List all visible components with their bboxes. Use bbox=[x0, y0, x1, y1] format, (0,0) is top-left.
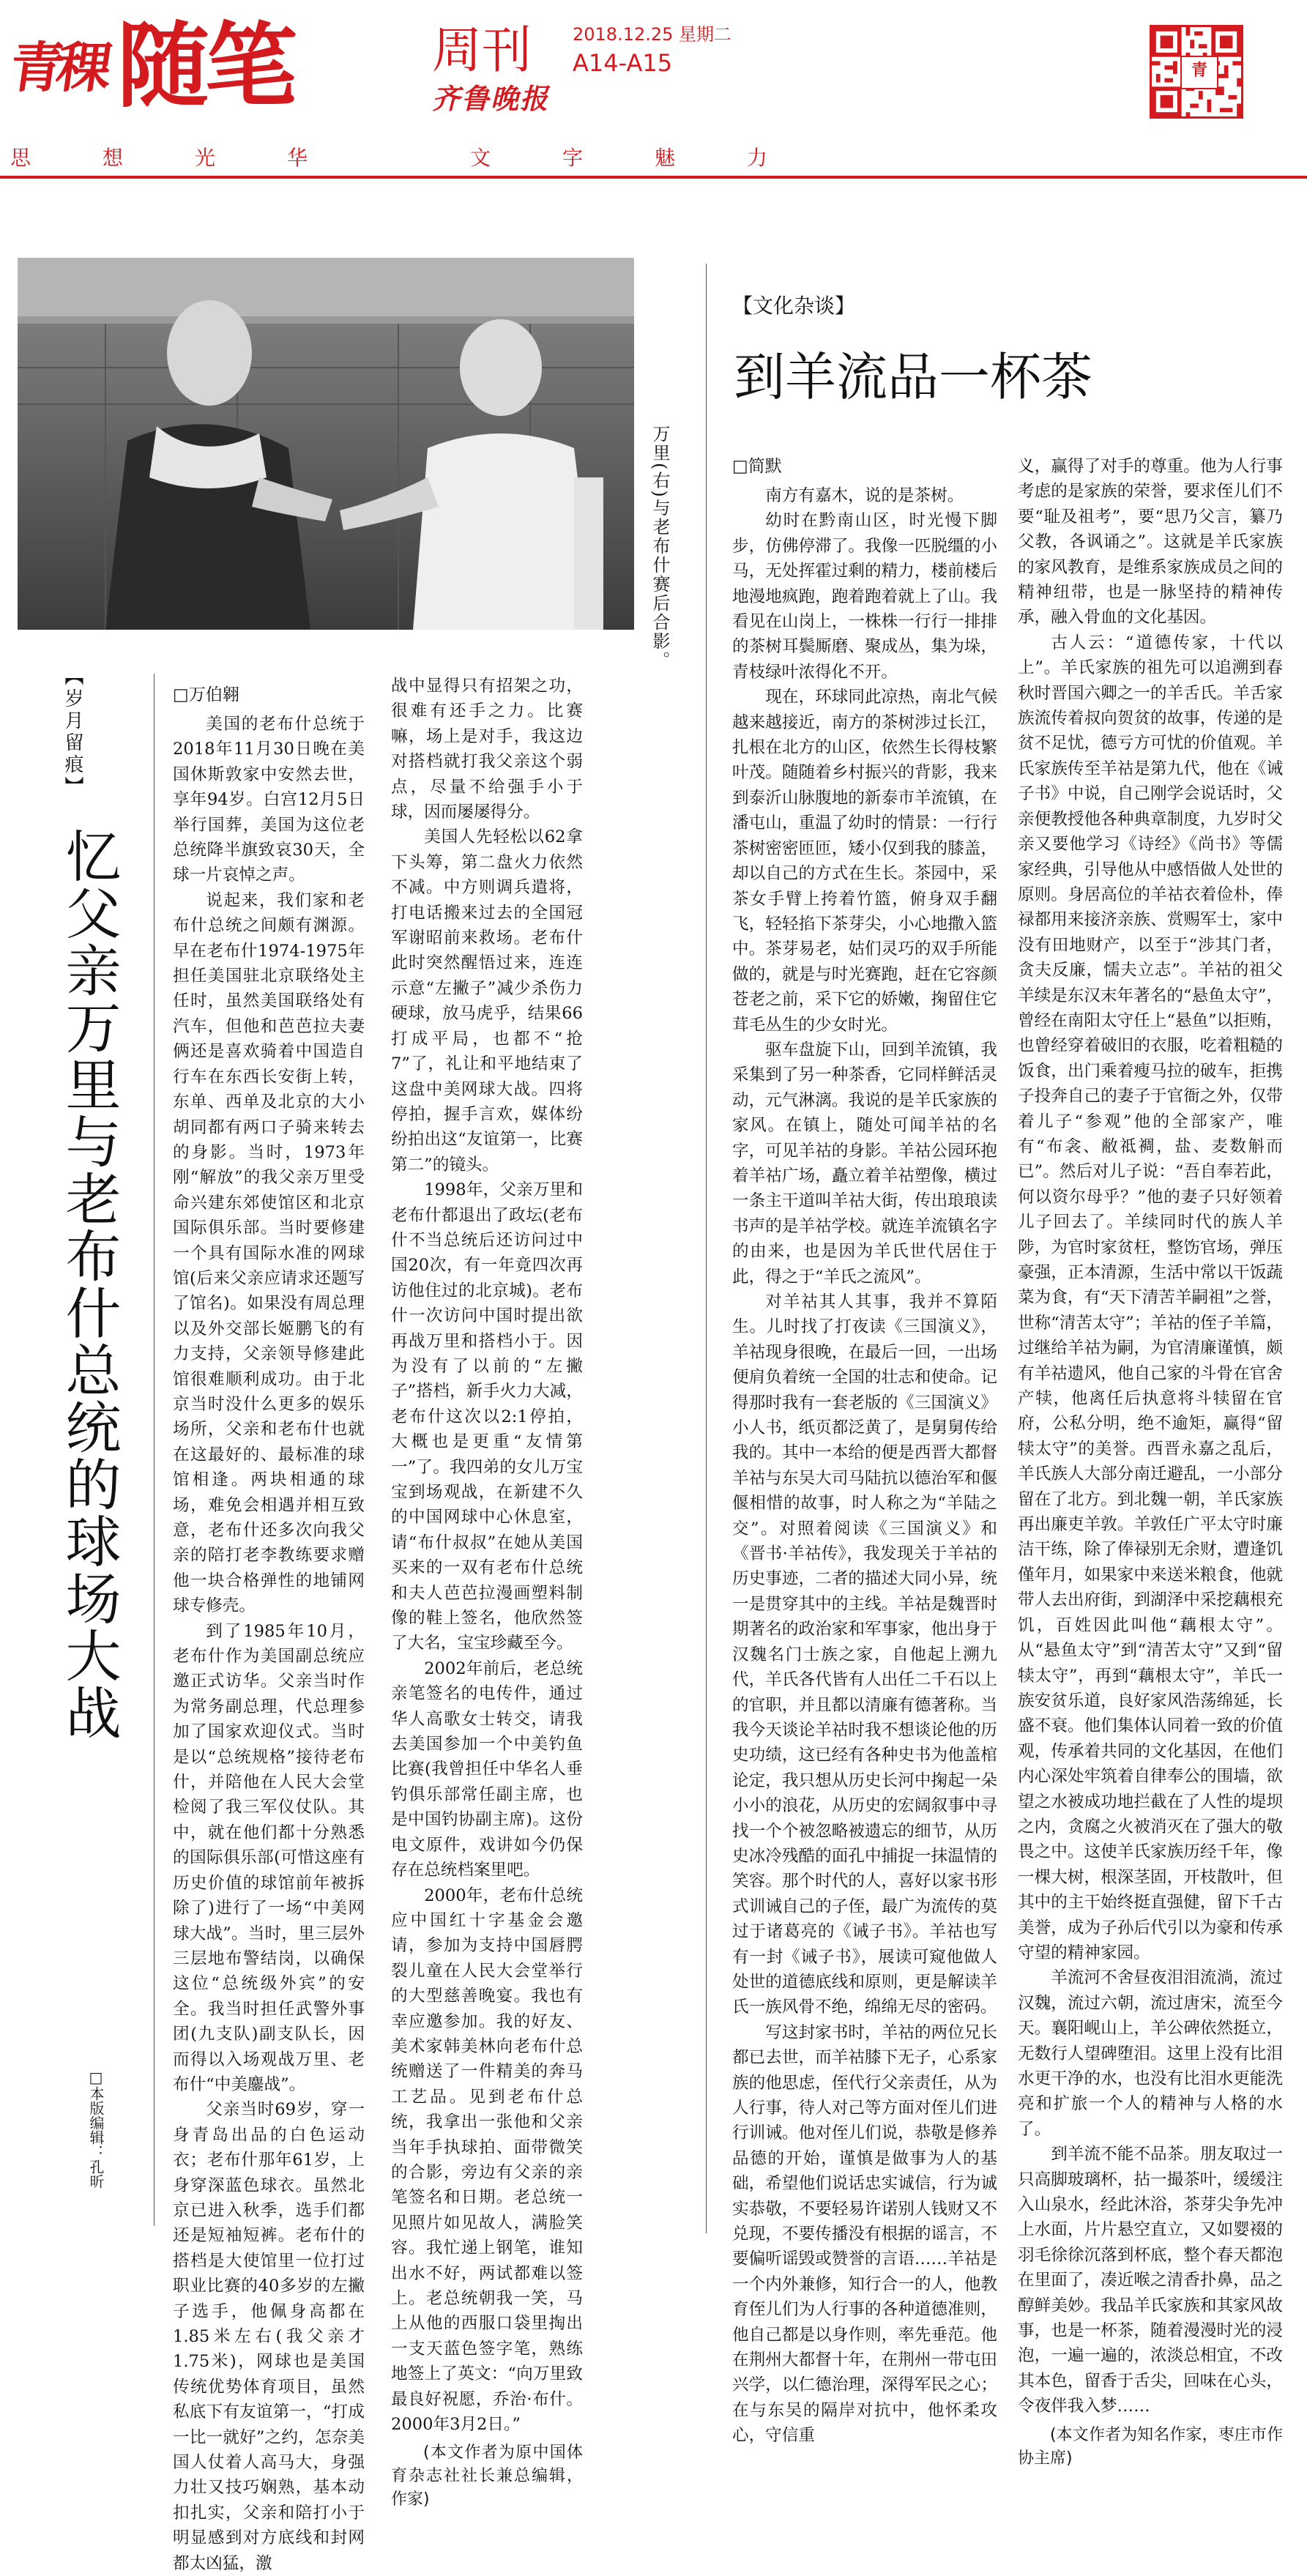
slogan-char: 字 bbox=[562, 146, 584, 170]
slogan-char: 光 bbox=[195, 146, 216, 170]
slogan-char: 魅 bbox=[655, 146, 676, 170]
slogan-char: 思 bbox=[10, 146, 31, 170]
article-headline: 到羊流品一杯茶 bbox=[734, 347, 1092, 407]
paragraph: 幼时在黔南山区，时光慢下脚步，仿佛停滞了。我像一匹脱缰的小马，无处挥霍过剩的精力，楼前楼后地漫地疯跑，跑着跑着就上了山。我看见在山岗上，一株株一行行一排排的茶树耳鬓厮磨、聚成丛，集为垛，青枝绿叶浓得化不开。 bbox=[732, 511, 997, 682]
paragraph: 驱车盘旋下山，回到羊流镇，我采集到了另一种茶香，它同样鲜活灵动，元气淋漓。我说的是羊氏家族的家风。在镇上，随处可闻羊祜的名字，可见羊祜的身影。羊祜公园环抱着羊祜广场，矗立着羊祜塑像，横过一条主干道叫羊祜大街，传出琅琅读书声的是羊祜学校。就连羊流镇名字的由来，也是因为羊氏世代居住于此，得之于“羊氏之流风”。 bbox=[732, 1040, 997, 1287]
byline: □简默 bbox=[732, 457, 782, 476]
slogan-char: 华 bbox=[287, 146, 308, 170]
paragraph: 古人云：“道德传家，十代以上”。羊氏家族的祖先可以追溯到春秋时晋国六卿之一的羊舌氏。羊舌家族流传着叔向贺贫的故事，传递的是贫不足忧，德亏方可忧的价值观。羊氏家族传至羊祜是第九代，他在《诫子书》中说，自己刚学会说话时，父亲便教授他各种典章制度，九岁时父亲又要他学习《诗经》《尚书》等儒家经典，引导他从中感悟做人处世的原则。身居高位的羊祜衣着俭朴，俸禄都用来接济亲族、赏赐军士，家中没有田地财产，以至于“涉其门者，贪夫反廉，懦夫立志”。羊祜的祖父羊续是东汉末年著名的“悬鱼太守”，曾经在南阳太守任上“悬鱼”以拒贿，也曾经穿着破旧的衣服，吃着粗糙的饭食，出门乘着瘦马拉的破车，拒携子投奔自己的妻子于官衙之外，仅带着儿子“参观”他的全部家产，唯有“布衾、敝祗裯，盐、麦数斛而已”。然后对儿子说：“吾自奉若此，何以资尔母乎？”他的妻子只好领着儿子回去了。羊续同时代的族人羊陟，为官时家贫枉，整饬官场，弹压豪强，正本清源，生活中常以干饭蔬菜为食，有“天下清苦羊嗣祖”之誉，世称“清苦太守”；羊祜的侄子羊篇，过继给羊祜为嗣，为官清廉谨慎，颇有羊祜遗风，他自己家的斗骨在官舍产犊，他离任后执意将斗犊留在官府，公私分明，绝不逾矩，赢得“留犊太守”的美誉。西晋永嘉之乱后，羊氏族人大部分南迁避乱，一小部分留在了北方。到北魏一朝，羊氏家族再出廉吏羊敦。羊敦任广平太守时廉洁干练，除了俸禄别无余财，遭逢饥僅年月，如果家中来送米粮食，他就带人去出府街，到湖泽中采挖藕根充饥，百姓因此叫他“藕根太守”。从“悬鱼太守”到“清苦太守”又到“留犊太守”，再到“藕根太守”，羊氏一族安贫乐道，良好家风浩荡绵延，长盛不衰。他们集体认同着一致的价值观，传承着共同的文化基因，在他们内心深处牢筑着自律奉公的围墙，欲望之水被成功地拦截在了人性的堤坝之内，贪腐之火被消灭在了强大的敬畏之中。这使羊氏家族历经千年，像一棵大树，根深茎固，开枝散叶，但其中的主干始终挺直强健，留下千古美誉，成为子孙后代引以为豪和传承守望的精神家园。 bbox=[1018, 633, 1284, 1962]
paragraph: 说起来，我们家和老布什总统之间颇有渊源。早在老布什1974-1975年担任美国驻北京联络处主任时，虽然美国联络处有汽车，但他和芭芭拉夫妻俩还是喜欢骑着中国造自行车在东西长安街上转，东单、西单及北京的大小胡同都有两口子骑来转去的身影。当时，1973年刚“解放”的我父亲万里受命兴建东郊使馆区和北京国际俱乐部。当时要修建一个具有国际水准的网球馆(后来父亲应请求还题写了馆名)。如果没有周总理以及外交部长姬鹏飞的有力支持，父亲领导修建此馆很难顺利成功。由于北京当时没什么更多的娱乐场所，父亲和老布什也就在这最好的、最标准的球馆相逢。两块相通的球场，难免会相遇并相互致意，老布什还多次向我父亲的陪打老李教练要求赠他一块合格弹性的地铺网球专修壳。 bbox=[173, 890, 365, 1616]
paragraph: 南方有嘉木，说的是茶树。 bbox=[765, 486, 964, 505]
paragraph: 2000年，老布什总统应中国红十字基金会邀请，参加为支持中国唇腭裂儿童在人民大会堂举行的大型慈善晚宴。我也有幸应邀参加。我的好友、美术家韩美林向老布什总统赠送了一件精美的奔马工艺品。见到老布什总统，我拿出一张他和父亲当年手执球拍、面带微笑的合影，旁边有父亲的亲笔签名和日期。老总统一见照片如见故人，满脸笑容。我忙递上钢笔，谁知出水不好，两试都难以签上。老总统朝我一笑，马上从他的西服口袋里掏出一支天蓝色签字笔，熟练地签上了英文：“向万里致最良好祝愿，乔治·布什。2000年3月2日。” bbox=[391, 1886, 583, 2435]
column-tag: 【文化杂谈】 bbox=[732, 294, 856, 318]
article-column bbox=[391, 674, 583, 2509]
page-divider bbox=[706, 264, 707, 2233]
paragraph: 到羊流不能不品茶。朋友取过一只高脚玻璃杯，拈一撮茶叶，缓缓注入山泉水，经此沐浴，茶芽尖争先冲上水面，片片悬空直立，又如婴裰的羽毛徐徐沉落到杯底，整个春天都泡在里面了，凑近喉之清香扑鼻，品之醇鲜美妙。我品羊氏家族和其家风故事，也是一杯茶，随着漫漫时光的浸泡，一遍一遍的，浓淡总相宜，不改其本色，留香于舌尖，回味在心头，令夜伴我入梦…… bbox=[1018, 2145, 1283, 2416]
article-column bbox=[732, 454, 997, 2446]
paragraph: 父亲当时69岁，穿一身青岛出品的白色运动衣；老布什那年61岁，上身穿深蓝色球衣。虽然北京已进入秋季，选手们都还是短袖短裤。老布什的搭档是大使馆里一位打过职业比赛的40多岁的左撇子选手，他佩身高都在1.85米左右(我父亲才1.75米)，网球也是美国传统优势体育项目，虽然私底下有友谊第一，“打成一比一就好”之约，怎奈美国人仗着人高马大，身强力壮又技巧娴熟，基本动扣扎实，父亲和陪打小于明显感到对方底线和封网都太凶猛，激 bbox=[173, 2100, 365, 2573]
paragraph: 1998年，父亲万里和老布什都退出了政坛(老布什不当总统后还访问过中国20次，有一年竟四次再访他住过的北京城)。老布什一次访问中国时提出欲再战万里和搭档小于。因为没有了以前的“左撇子”搭档，新手火力大减，老布什这次以2:1停拍，大概也是更重“友情第一”了。我四弟的女儿万宝宝到场观战，在新建不久的中国网球中心休息室，请“布什叔叔”在她从美国买来的一双有老布什总统和夫人芭芭拉漫画塑料制像的鞋上签名，他欣然签了大名，宝宝珍藏至今。 bbox=[391, 1180, 583, 1653]
article-column bbox=[173, 682, 365, 2573]
brand-seal-logo: 青稞 bbox=[5, 37, 109, 100]
weekly-label: 周刊 bbox=[432, 22, 532, 80]
author-note: (本文作者为原中国体育杂志社社长兼总编辑，作家) bbox=[391, 2443, 583, 2509]
paragraph: 战中显得只有招架之功，很难有还手之力。比赛嘛，场上是对手，我这边对搭档就打我父亲这个弱点，尽量不给强手小于球，因而屡屡得分。 bbox=[391, 677, 583, 822]
slogan-char: 想 bbox=[103, 146, 124, 170]
paragraph: 到了1985年10月，老布什作为美国副总统应邀正式访华。父亲当时作为常务副总理，代总理参加了国家欢迎仪式。当时是以“总统规格”接待老布什，并陪他在人民大会堂检阅了我三军仪仗队。其中，就在他们都十分熟悉的国际俱乐部(可惜这座有历史价值的球馆前年被拆除了)进行了一场“中美网球大战”。当时，里三层外三层地布警结岗，以确保这位“总统级外宾”的安全。我当时担任武警外事团(九支队)副支队长，因而得以入场观战万里、老布什“中美鏖战”。 bbox=[173, 1621, 365, 2094]
column-tag: 【岁月留痕】 bbox=[62, 666, 83, 798]
masthead-rule bbox=[0, 176, 1307, 179]
photo-caption: 万里(右)与老布什赛后合影。 bbox=[649, 425, 670, 670]
section-title: 随笔 bbox=[117, 12, 293, 120]
article-column bbox=[1018, 454, 1284, 2468]
slogan-row bbox=[10, 136, 772, 173]
paragraph: 2002年前后，老总统亲笔签名的电传件，通过华人高歌女士转交，请我去美国参加一个中美钓鱼比赛(我曾担任中华名人垂钓俱乐部常任副主席，也是中国钓协副主席)。这份电文原件，戏讲如今仍保存在总统档案里吧。 bbox=[391, 1659, 583, 1880]
slogan-char: 力 bbox=[747, 146, 768, 170]
paragraph: 美国人先轻松以62拿下头筹，第二盘火力依然不减。中方则调兵遣将，打电话搬来过去的全国冠军谢昭前来救场。老布什此时突然醒悟过来，连连示意“左撇子”减少杀伤力硬球，放马虎乎，结果66打成平局，也都不“抢7”了，礼让和平地结束了这盘中美网球大战。四将停拍，握手言欢，媒体纷纷拍出这“友谊第一，比赛第二”的镜头。 bbox=[391, 827, 583, 1175]
editor-credit: □本版编辑：孔昕 bbox=[87, 2069, 105, 2189]
paragraph: 现在，环球同此凉热，南北气候越来越接近，南方的茶树涉过长江，扎根在北方的山区，依然生长得枝繁叶茂。随随着乡村振兴的背影，我来到泰沂山脉腹地的新泰市羊流镇，在潘屯山，重温了幼时的情景：一行行茶树密密匝匝，矮小仅到我的膝盖，却以自己的方式在生长。茶园中，采茶女手臂上挎着竹篮，俯身双手翻飞，轻轻掐下茶芽尖，小心地撒入篮中。茶芽易老，姑们灵巧的双手所能做的，就是与时光赛跑，赶在它容颜苍老之前，采下它的娇嫩，掬留住它茸毛丛生的少女时光。 bbox=[732, 688, 997, 1035]
paragraph: 义，赢得了对手的尊重。他为人行事考虑的是家族的荣誉，要求侄儿们不要“耻及祖考”，要“思乃父言，纂乃父教，各讽诵之”。这就是羊氏家族的家风教育，是维系家族成员之间的精神纽带，也是一脉坚持的精神传承，融入骨血的文化基因。 bbox=[1018, 457, 1283, 628]
newspaper-name: 齐鲁晚报 bbox=[432, 82, 550, 115]
paragraph: 美国的老布什总统于2018年11月30日晚在美国休斯敦家中安然去世，享年94岁。白宫12月5日举行国葬，美国为这位老总统降半旗致哀30天，全球一片哀悼之声。 bbox=[173, 715, 365, 885]
byline: □万伯翱 bbox=[173, 685, 239, 704]
photo-tennis-handshake bbox=[18, 258, 634, 630]
paragraph: 写这封家书时，羊祜的两位兄长都已去世，而羊祜膝下无子，心系家族的他思虑，侄代行父亲责任，从为人行事，待人对己等方面对侄儿们进行训诫。他对侄儿们说，恭敬是修养品德的开始，谨慎是做事为人的基础，希望他们说话忠实诚信，行为诚实恭敬，不要轻易许诺别人钱财又不兑现，不要传播没有根据的谣言，不要偏听谣毁或赞誉的言语……羊祜是一个内外兼修，知行合一的人，他教育侄儿们为人行事的各种道德准则，他自己都是以身作则，率先垂范。他在荆州大都督十年，在荆州一带屯田兴学，以仁德治理，深得军民之心；在与东吴的隔岸对抗中，他怀柔攻心，守信重 bbox=[732, 2022, 997, 2446]
page-range: A14-A15 bbox=[573, 49, 673, 77]
qr-badge-logo: 青 bbox=[1180, 56, 1218, 89]
article-headline: 忆父亲万里与老布什总统的球场大战 bbox=[56, 827, 122, 1741]
author-note: (本文作者为知名作家，枣庄市作协主席) bbox=[1018, 2425, 1283, 2468]
slogan-char: 文 bbox=[470, 146, 491, 170]
issue-date: 2018.12.25 星期二 bbox=[573, 24, 732, 45]
paragraph: 对羊祜其人其事，我并不算陌生。儿时找了打夜读《三国演义》，羊祜现身很晚，在最后一回，一出场便肩负着统一全国的壮志和使命。记得那时我有一套老版的《三国演义》小人书，纸页都泛黄了，是舅舅传给我的。其中一本给的便是西晋大都督羊祜与东吴大司马陆抗以德治军和偃偃相惜的故事，时人称之为“羊陆之交”。对照着阅读《三国演义》和《晋书·羊祜传》，我发现关于羊祜的历史事迹，二者的描述大同小异，统一是贯穿其中的主线。羊祜是魏晋时期著名的政治家和军事家，他出身于汉魏名门士族之家，自他起上溯九代，羊氏各代皆有人出任二千石以上的官职，并且都以清廉有德著称。当我今天谈论羊祜时我不想谈论他的历史功绩，这已经有各种史书为他盖棺论定，我只想从历史长河中掬起一朵小小的浪花，从历史的宏阔叙事中寻找一个个被忽略被遗忘的细节，从历史冰冷残酷的面孔中捕捉一抹温情的笑容。那个时代的人，喜好以家书形式训诫自己的子侄，最广为流传的莫过于诸葛亮的《诫子书》。羊祜也写有一封《诫子书》，展读可窥他做人处世的道德底线和原则，更是解读羊氏一族风骨不绝，绵绵无尽的密码。 bbox=[732, 1292, 997, 2017]
paragraph: 羊流河不舍昼夜泪泪流淌，流过汉魏，流过六朝，流过唐宋，流至今天。襄阳岘山上，羊公碑依然挺立，无数行人望碑堕泪。这里上没有比泪水更干净的水，也没有比泪水更能洗亮和扩旅一个人的精神与人格的水了。 bbox=[1018, 1968, 1283, 2139]
